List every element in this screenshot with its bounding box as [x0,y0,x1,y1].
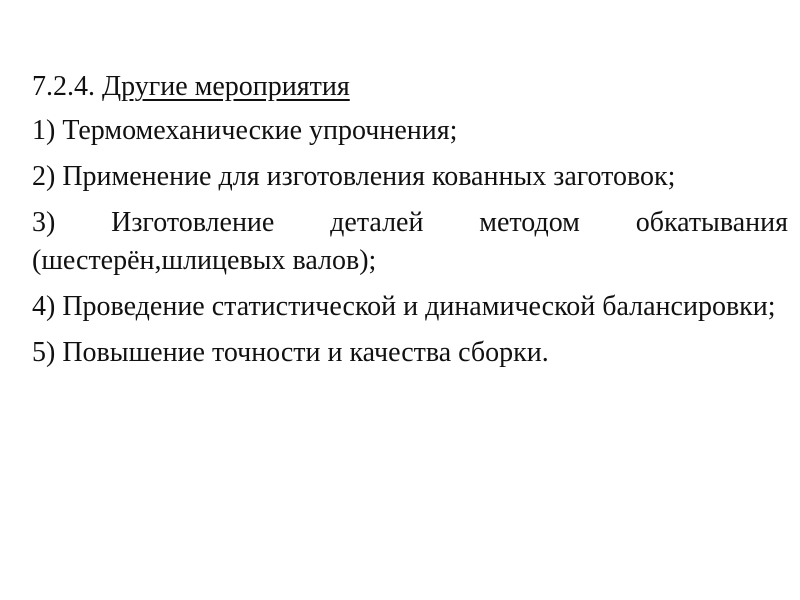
list-item-5: 5) Повышение точности и качества сборки. [32,337,549,368]
section-number: 7.2.4. [32,71,95,102]
list-item-3: 3) Изготовление деталей методом обкатывания (шестерён,шлицевых валов); [32,207,788,276]
section-title: Другие мероприятия [102,71,350,102]
section-heading [32,68,788,106]
list-item-4: 4) Проведение статистической и динамической балансировки; [32,291,776,322]
list-item-1: 1) Термомеханические упрочнения; [32,115,458,146]
slide-content [32,68,788,380]
list-item-2: 2) Применение для изготовления кованных заготовок; [32,161,676,192]
